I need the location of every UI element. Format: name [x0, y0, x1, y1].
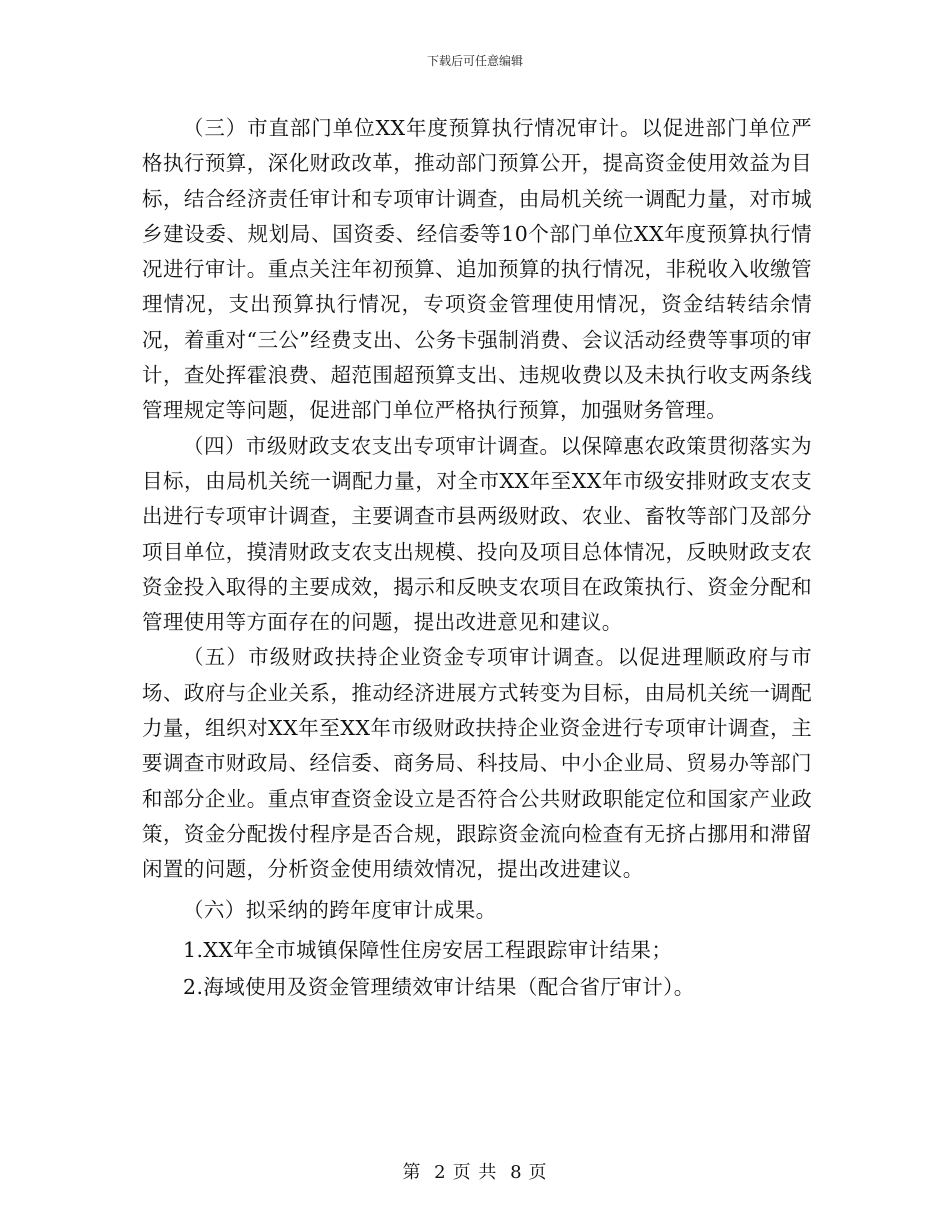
footer-total-pages: 8	[510, 1162, 523, 1183]
page-header-note: 下载后可任意编辑	[426, 54, 523, 68]
footer-prefix: 第	[402, 1162, 422, 1183]
footer-suffix: 页	[528, 1162, 548, 1183]
paragraph-budget-audit: （三）市直部门单位XX年度预算执行情况审计。以促进部门单位严格执行预算，深化财政改革，推动部门预算公开，提高资金使用效益为目标，结合经济责任审计和专项审计调查，由局机关统一调配力量，对市城乡建设委、规划局、国资委、经信委等10个部门单位XX年度预算执行情况进行审计。重点关注年初预算、追加预算的执行情况，非税收入收缴管理情况，支出预算执行情况，专项资金管理使用情况，资金结转结余情况，着重对“三公”经费支出、公务卡强制消费、会议活动经费等事项的审计，查处挥霍浪费、超范围超预算支出、违规收费以及未执行收支两条线管理规定等问题，促进部门单位严格执行预算，加强财务管理。	[142, 116, 812, 423]
page-number-footer	[0, 1158, 950, 1184]
footer-total-word: 共	[478, 1162, 498, 1183]
footer-current-page: 2	[434, 1162, 447, 1183]
paragraph-enterprise-fund-audit: （五）市级财政扶持企业资金专项审计调查。以促进理顺政府与市场、政府与企业关系，推动经济进展方式转变为目标，由局机关统一调配力量，组织对XX年至XX年市级财政扶持企业资金进行专项审计调查，主要调查市财政局、经信委、商务局、科技局、中小企业局、贸易办等部门和部分企业。重点审查资金设立是否符合公共财政职能定位和国家产业政策，资金分配拨付程序是否合规，跟踪资金流向检查有无挤占挪用和滞留闲置的问题，分析资金使用绩效情况，提出改进建议。	[142, 645, 812, 882]
list-item: 2.海域使用及资金管理绩效审计结果（配合省厅审计）。	[183, 975, 695, 1000]
paragraph-agriculture-audit: （四）市级财政支农支出专项审计调查。以保障惠农政策贯彻落实为目标，由局机关统一调配力量，对全市XX年至XX年市级安排财政支农支出进行专项审计调查，主要调查市县两级财政、农业、畜牧等部门及部分项目单位，摸清财政支农支出规模、投向及项目总体情况，反映财政支农资金投入取得的主要成效，揭示和反映支农项目在政策执行、资金分配和管理使用等方面存在的问题，提出改进意见和建议。	[142, 433, 812, 635]
document-body	[142, 111, 812, 1005]
paragraph-cross-year-results: （六）拟采纳的跨年度审计成果。	[183, 897, 497, 922]
list-item: 1.XX年全市城镇保障性住房安居工程跟踪审计结果；	[183, 937, 673, 962]
footer-page-word: 页	[452, 1162, 472, 1183]
